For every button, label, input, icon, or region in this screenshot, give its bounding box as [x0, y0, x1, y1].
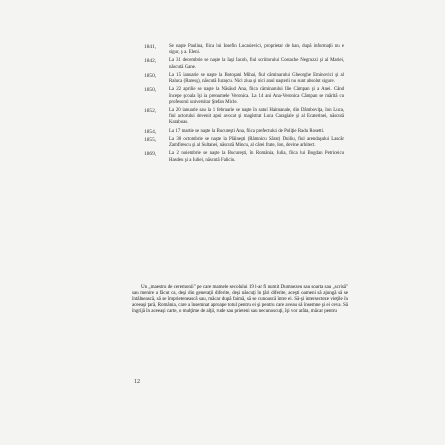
paragraph: Un „maestru de ceremonii" pe care mamele secolului 19 l-ar fi numit Dumnezeu sau soarta sau „scrisă" sau menire a făcut ca, deşi din generaţii diferite, deşi născuţi în ţări diferite, aceşti oameni să ajungă să se întâlnească, să se împrietenească sau, măcar după faimă, să se cunoască între ei. Să-şi intersecteze vieţile în aceeaşi ţară, România, care a însemnat aproape totul pentru ei şi pentru care aveau să însemne şi ei ceva. Să îngrijă în aceeaşi carte, o mulţime de alţii, rude sau prieteni sau necunoscuţi, îşi vor arăta, măcar pentru	[132, 284, 348, 315]
entry-year: 1850,	[144, 87, 157, 94]
entry-year: 1869,	[144, 151, 157, 158]
chronology-entry	[144, 108, 344, 126]
entry-text: Se naşte Paulina, fiica lui Iosefin Lucasievici, proprietar de han, după informaţii nu e sigur, ş a. Eleni.	[169, 44, 344, 56]
page-number: 12	[134, 379, 140, 385]
entry-text: La 17 martie se naşte la Bucureşti Ana, fiica prefectului de Poliţie Radu Rosetti.	[169, 128, 325, 134]
entry-year: 1850,	[144, 72, 157, 79]
entry-text: La 15 ianuarie se naşte la Botoşani Mihai, fiul căminarului Gheorghe Eminovici şi al Raluca (Raresş), născută Iurașcu. Nici ziua şi nici anul naşterii nu sunt absolut sigure.	[169, 72, 344, 85]
entry-text: La 2 noiembrie se naşte la Bucureşti, în România, Iulia, fiica lui Bogdan Petriceicu Hasdeu şi a Iuliei, născută Faliciu.	[169, 151, 344, 163]
entry-text: La 22 aprilie se naşte la Năsăud Ana, fiica căminarului Ilie Câmpan şi a Anei. Când începe şcoala îşi ia prenumele Veronica. La 14 ani Ana-Veronica Câmpan se mărită cu profesorul universitar Ştefan Micle.	[169, 87, 344, 105]
chronology-entry	[144, 44, 344, 56]
body-text	[132, 284, 348, 314]
entry-year: 1841,	[144, 44, 157, 50]
entry-text: La 30 octombrie se naşte la Plăineşti (Râmnicu Sărat) Duiliu, fiul arendaşului Lascăr Zamfirescu şi al Sultanei, născută Mincu, al cărei frate, Ion, devine arhitect.	[169, 137, 344, 149]
chronology-entry	[144, 58, 344, 70]
chronology-entry	[144, 129, 344, 135]
entry-year: 1852,	[144, 108, 157, 115]
entry-year: 1842,	[144, 58, 157, 65]
chronology-entry	[144, 87, 344, 105]
entry-year: 1855,	[144, 137, 157, 143]
entry-text: La 20 ianuarie sau la 1 februarie se naşte în satul Haimanale, din Dâmboviţa, Ion Luca, fiul actorului devenit apoi avocat şi magistrat Luca Caragiale şi al Ecaterinei, născută Karaboas.	[169, 108, 344, 126]
chronology-list	[144, 44, 344, 166]
entry-text: La 31 decembrie se naşte la Iaşi Iacob, fiul scriitorului Costache Negruzzi şi al Mariei, născută Gane.	[169, 58, 344, 70]
chronology-entry	[144, 137, 344, 149]
entry-year: 1854,	[144, 128, 157, 135]
chronology-entry	[144, 73, 344, 85]
chronology-entry	[144, 151, 344, 163]
